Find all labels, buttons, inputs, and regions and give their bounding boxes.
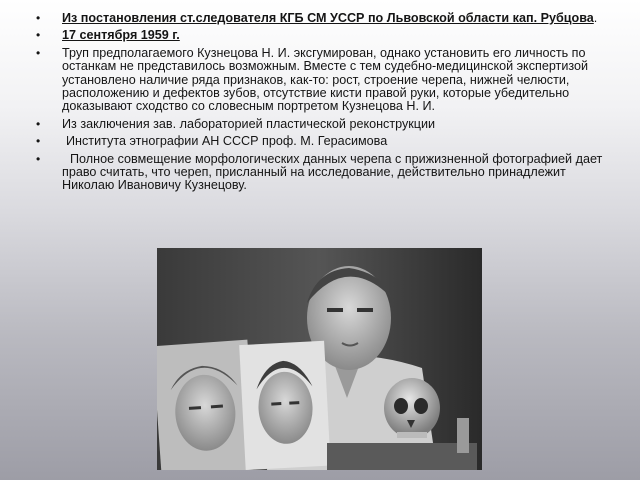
conclusion-paragraph: Полное совмещение морфологических данных черепа с прижизненной фотографией дает право считать, что череп, присланный на исследование, действительно принадлежит Николаю Ивановичу Кузнецову. bbox=[62, 151, 603, 193]
list-item bbox=[36, 12, 621, 25]
exhumation-paragraph: Труп предполагаемого Кузнецова Н. И. эксгумирован, однако установить его личность по останкам не представилось возможным. Вместе с тем судебно-медицинской экспертизой установлено наличие ряда признаков, как-то: рост, строение черепа, нижней челюсти, расположению и дефектов зубов, отсутствие кисти правой руки, которые убедительно доказывают сходство со словесным портретом Кузнецова Н. И. bbox=[62, 45, 589, 114]
list-item bbox=[36, 118, 621, 131]
list-item bbox=[36, 135, 621, 148]
photo-illustration bbox=[157, 248, 482, 470]
list-item bbox=[36, 153, 621, 193]
conclusion-source-line2: Института этнографии АН СССР проф. М. Герасимова bbox=[66, 134, 388, 149]
source-heading: Из постановления ст.следователя КГБ СМ УССР по Львовской области кап. Рубцова bbox=[62, 11, 594, 25]
list-item bbox=[36, 47, 621, 114]
bullet-icon: • bbox=[36, 45, 41, 60]
conclusion-source-line1: Из заключения зав. лабораторией пластической реконструкции bbox=[62, 116, 436, 131]
date-heading: 17 сентября 1959 г. bbox=[62, 28, 180, 43]
archival-photo bbox=[157, 248, 482, 470]
bullet-icon: • bbox=[36, 28, 41, 43]
slide-text-list bbox=[36, 12, 621, 197]
list-item bbox=[36, 29, 621, 42]
bullet-icon: • bbox=[36, 116, 41, 131]
bullet-icon: • bbox=[36, 134, 41, 149]
source-heading-tail: . bbox=[593, 11, 598, 25]
bullet-icon: • bbox=[36, 11, 41, 25]
bullet-icon: • bbox=[36, 151, 41, 166]
